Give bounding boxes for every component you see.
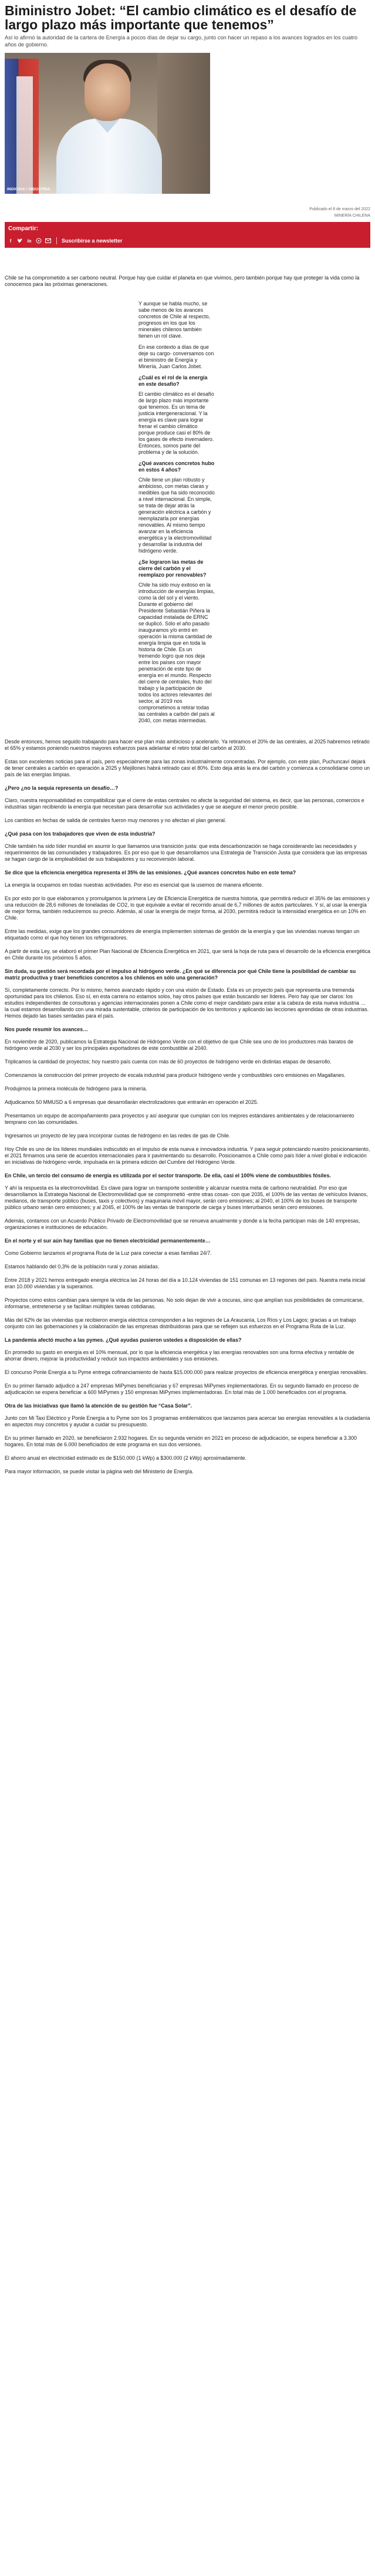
intro-paragraph: Chile se ha comprometido a ser carbono neutral. Porque hay que cuidar el planeta en que vivimos, pero también porque hay que proteger la vida como la conocemos para las próximas generaciones. bbox=[5, 275, 360, 287]
subscribe-newsletter-button[interactable]: Suscribirse a newsletter bbox=[62, 238, 123, 244]
article-title: Biministro Jobet: “El cambio climático es el desafío de largo plazo más importante que tenemos” bbox=[5, 3, 357, 32]
whatsapp-icon[interactable] bbox=[35, 237, 42, 244]
share-bar bbox=[5, 222, 370, 248]
twitter-icon[interactable] bbox=[16, 237, 23, 244]
facebook-icon[interactable]: f bbox=[9, 238, 12, 244]
article bbox=[5, 0, 370, 1474]
publish-date: Publicado el 8 de marzo del 2022 bbox=[309, 207, 370, 211]
linkedin-icon[interactable]: in bbox=[27, 238, 32, 244]
person-head bbox=[85, 63, 130, 121]
share-label: Compartir: bbox=[8, 225, 39, 232]
email-icon[interactable] bbox=[45, 237, 52, 244]
article-body: Desde entonces, hemos seguido trabajando para hacer ese plan más ambicioso y acelerarlo. Ya retiramos el 20% de las centrales, al 2025 habremos retirado el 65% y estamos poniendo nuestros mayores esfuerzos para adelantar el retiro total del carbón al 2030. Estas son excelentes noticias para el país, pero especialmente para las zonas industrialmente concentradas. Por ejemplo, con este plan, Puchuncaví dejará de tener centrales a carbón en operación a 2025 y Mejillones habrá retirado casi el 80%. Esto deja atrás la era del carbón y comienza a consolidarse como un país de las energías limpias. ¿Pero ¿no la sequía representa un desafío…? Claro, nuestra responsabilidad es compatibilizar que el cierre de estas centrales no afecte la seguridad del sistema, es decir, que las personas, comercios e industrias sigan recibiendo la energía que necesitan para desarrollar sus actividades y que se asegure el menor precio posible. Los cambios en fechas de salida de centrales fueron muy menores y no afectan el plan general. ¿Qué pasa con los trabajadores que viven de esta industria? Chile también ha sido líder mundial en asumir lo que llamamos una transición justa: que esta descarbonización se haga considerando las necesidades y requerimientos de las comunidades y trabajadores. Es por eso que lo que desarrollamos una Estrategia de Transición Justa que considera que las empresas se hagan cargo de la empleabilidad de sus trabajadores y su reconversión laboral. Se dice que la eficiencia energética representa el 35% de las emisiones. ¿Qué avances concretos hubo en este tema? La energía la ocupamos en todas nuestras actividades. Por eso es esencial que la usemos de manera eficiente. Es por esto por lo que elaboramos y promulgamos la primera Ley de Eficiencia Energética de nuestra historia, que permitirá reducir el 35% de las emisiones y una reducción de 28,6 millones de toneladas de CO2, lo que equivale a evitar el recorrido anual de 6,7 millones de autos particulares. Y sí, al usar la energía de mejor forma, también reduciremos su precio. Además, al usar la energía de mejor forma, al 2030, permitirá reducir la intensidad energética en un 10% en Chile. Entre las medidas, exige que los grandes consumidores de energía implementen sistemas de gestión de la energía y que las viviendas nuevas tengan un etiquetado como el que hoy tienen los refrigeradores. A partir de esta Ley, se elaboró el primer Plan Nacional de Eficiencia Energética en 2021, que será la hoja de ruta para el desarrollo de la eficiencia energética en Chile durante los próximos 5 años. Sin duda, su gestión será recordada por el impulso al hidrógeno verde. ¿En qué se diferencia por qué Chile tiene la posibilidad de cambiar su matriz productiva y traer beneficios concretos a los chilenos en sólo una generación? Sí, completamente correcto. Por lo mismo, hemos avanzado rápido y con una visión de Estado. Esta es un proyecto país que representa una tremenda oportunidad para los chilenos. Eso sí, en esta carrera no estamos solos, hay otros países que están buscando ser líderes. Pero hay que ser claros: los estudios independientes de consultoras y agencias internacionales ponen a Chile como el mejor candidato para estar a la cabeza de esta nueva industria … la cual estamos desarrollando con una mirada sustentable, criterios de participación de los territorios y aplicando las lecciones aprendidas de otras industrias. Hemos dejado las bases sentadas para el país. Nos puede resumir los avances… En noviembre de 2020, publicamos la Estrategia Nacional de Hidrógeno Verde con el objetivo de que Chile sea uno de los productores más baratos de hidrógeno verde al 2030 y ser los principales exportadores de este combustible al 2040. Triplicamos la cantidad de proyectos; hoy nuestro país cuenta con más de 60 proyectos de hidrógeno verde en distintas etapas de desarrollo. Comenzamos la construcción del primer proyecto de escala industrial para producir hidrógeno verde y combustibles cero emisiones en Magallanes. Produjimos la primera molécula de hidrógeno para la minería. Adjudicamos 50 MMUSD a 6 empresas que desarrollarán electrolizadores que entrarán en operación el 2025. Presentamos un equipo de acompañamiento para proyectos y así asegurar que cumplan con los mejores estándares ambientales y de relacionamiento temprano con las comunidades. Ingresamos un proyecto de ley para incorporar cuotas de hidrógeno en las redes de gas de Chile. Hoy Chile es uno de los líderes mundiales indiscutido en el impulso de esta nueva e innovadora industria. Y para seguir potenciando nuestro posicionamiento, el 2021 firmamos una serie de acuerdos internacionales para ir pavimentando su desarrollo. Posicionamos a Chile como país líder a nivel global e indicación en iniciativas de hidrógeno verde, impulsada en la primera edición del Cumbre del Hidrógeno Verde. En Chile, un tercio del consumo de energía es utilizada por el sector transporte. De ella, casi el 100% viene de combustibles fósiles. Y ahí la respuesta es la electromovilidad. Es clave para lograr un transporte sostenible y alcanzar nuestra meta de carbono neutralidad. Por eso que desarrollamos la Estrategia Nacional de Electromovilidad que se comprometió -entre otras cosas- con que 2035, el 100% de las ventas de vehículos livianos, medianos, de transporte público (buses, taxis y colectivos) y maquinaria móvil mayor, serán cero emisiones; al 2040, el 100% de los buses de transporte público urbano serán cero emisiones; y al 2045, el 100% de las ventas de transporte de carga y buses interurbanos serán cero emisiones. Además, contamos con un Acuerdo Público Privado de Electromovilidad que se renueva anualmente y donde a la fecha participan más de 140 empresas, organizaciones e instituciones de educación. En el norte y el sur aún hay familias que no tienen electricidad permanentemente… Como Gobierno lanzamos el programa Ruta de la Luz para conectar a esas familias 24/7. Estamos hablando del 0,3% de la población rural y zonas aisladas. Entre 2018 y 2021 hemos entregado energía eléctrica las 24 horas del día a 10.124 viviendas de 151 comunas en 13 regiones del país. Nuestra meta inicial eran 10.000 viviendas y la superamos. Proyectos como estos cambian para siempre la vida de las personas. No solo dejan de vivir a oscuras, sino que amplían sus posibilidades de comunicarse, informarse, entretenerse y se facilitan múltiples tareas cotidianas. Más del 62% de las viviendas que recibieron energía eléctrica corresponden a las regiones de La Araucanía, Los Ríos y Los Lagos; gracias a un trabajo conjunto con las gobernaciones y la colaboración de las empresas distribuidoras para que se reflejen sus esfuerzos en el Programa Ruta de la Luz. La pandemia afectó mucho a las pymes. ¿Qué ayudas pusieron ustedes a disposición de ellas? En promedio su gasto en energía es el 10% mensual, por lo que la eficiencia energética y las energías renovables son una forma efectiva y rentable de ahorrar dinero, mejorar la productividad y reducir sus impactos ambientales y sus emisiones. El concurso Ponle Energía a tu Pyme entrega cofinanciamiento de hasta $15.000.000 para realizar proyectos de eficiencia energética y energías renovables. En su primer llamado adjudicó a 247 empresas MiPymes beneficiarias y 67 empresas MiPymes implementadoras. En su segundo llamado en proceso de adjudicación se espera beneficiar a 600 MiPymes y 150 empresas MiPymes implementadoras. En total más de 1.000 beneficiados con el programa. Otra de las iniciativas que llamó la atención de su gestión fue “Casa Solar”. Junto con Mi Taxi Eléctrico y Ponle Energía a tu Pyme son los 3 programas emblemáticos que lanzamos para acercar las energías renovables a la ciudadanía en aspectos muy concretos y ayudar a cuidar su presupuesto. En su primer llamado en 2020, se beneficiaron 2.932 hogares. En su segunda versión en 2021 en proceso de adjudicación, se espera beneficiar a 3.300 hogares. En total más de 6.000 beneficiados de este programa en sus dos versiones. El ahorro anual en electricidad estimado es de $150.000 (1 kWp) a $300.000 (2 kWp) aproximadamente. Para mayor información, se puede visitar la página web del Ministerio de Energía. bbox=[5, 739, 370, 1474]
article-lead: Así lo afirmó la autoridad de la cartera de Energía a pocos días de dejar su cargo, junto con hacer un repaso a los avances logrados en los cuatro años de gobierno. bbox=[5, 35, 358, 48]
article-photo bbox=[5, 53, 210, 194]
interview-column: Y aunque se habla mucho, se sabe menos de los avances concretos de Chile al respecto, progresos en los que los minerales chilenos también tienen un rol clave. En ese contexto a días de que deje su cargo- conversamos con el biministro de Energía y Minería, Juan Carlos Jobet. ¿Cuál es el rol de la energía en este desafío? El cambio climático es el desafío de largo plazo más importante que tenemos. Es un tema de justicia intergeneracional. Y la energía es clave para lograr frenar el cambio climático porque produce casi el 80% de los gases de efecto invernadero. Entonces, somos parte del problema y de la solución. ¿Qué avances concretos hubo en estos 4 años? Chile tiene un plan robusto y ambicioso, con metas claras y medibles que ha sido reconocido a nivel internacional. En simple, se trata de dejar atrás la generación eléctrica a carbón y reemplazarla por energías renovables. Al mismo tiempo avanzar en la eficiencia energética y la electromovilidad y desarrollar la industria del hidrógeno verde. ¿Se lograron las metas de cierre del carbón y el reemplazo por renovables? Chile ha sido muy exitoso en la introducción de energías limpias, como la del sol y el viento. Durante el gobierno del Presidente Sebastián Piñera la capacidad instalada de ERNC se duplicó. Sólo el año pasado inauguramos y/o entró en operación la misma cantidad de energía limpia que en toda la historia de Chile. Es un tremendo logro que nos deja entre los países con mayor penetración de este tipo de energía en el mundo. Respecto del cierre de centrales, fruto del trabajo y la participación de todos los actores relevantes del sector, al 2019 nos comprometimos a retirar todas las centrales a carbón del país al 2040, con metas intermedias. bbox=[138, 301, 215, 723]
photo-credit: INDICIOS / INDUSTRIA bbox=[7, 187, 50, 191]
source-label: MINERÍA CHILENA bbox=[334, 214, 370, 218]
